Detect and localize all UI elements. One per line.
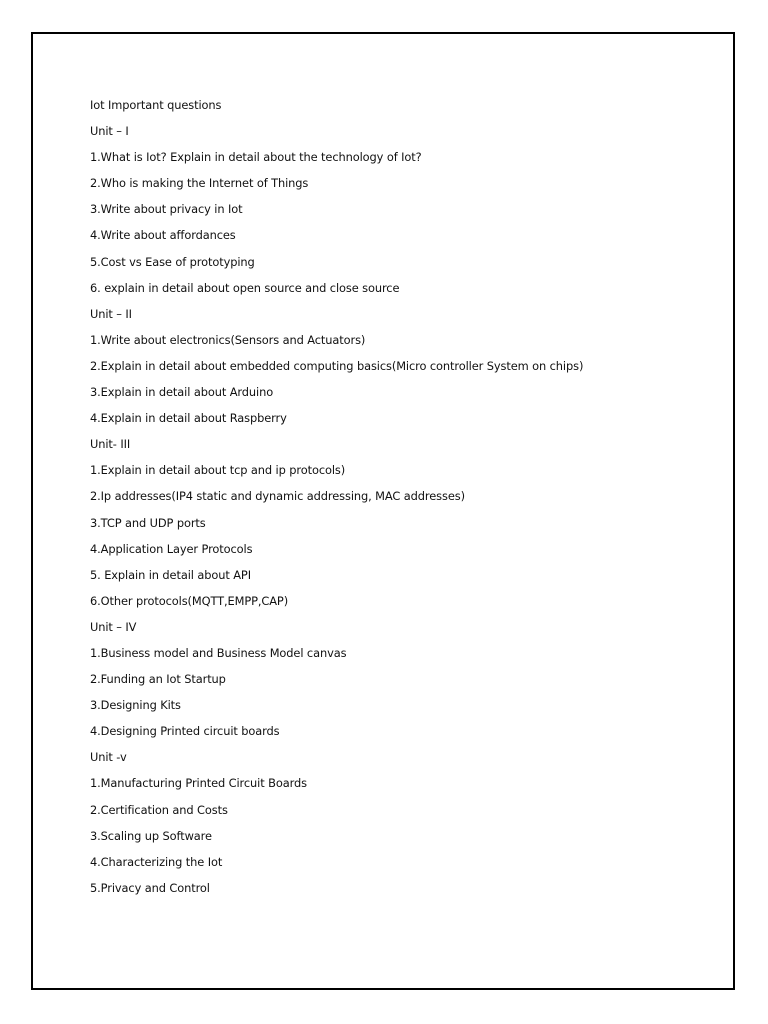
unit-heading: Unit – IV — [90, 619, 137, 634]
document-body — [90, 92, 730, 901]
question-item: 3.Explain in detail about Arduino — [90, 385, 274, 400]
question-item: 1.What is Iot? Explain in detail about the technology of Iot? — [90, 150, 422, 165]
unit-heading: Unit – I — [90, 124, 129, 139]
question-item: 4.Characterizing the Iot — [90, 854, 223, 869]
question-item: 4.Explain in detail about Raspberry — [90, 411, 287, 426]
question-item: 2.Who is making the Internet of Things — [90, 176, 309, 191]
question-item: 1.Business model and Business Model canvas — [90, 645, 347, 660]
question-item: 4.Write about affordances — [90, 228, 236, 243]
question-item: 6.Other protocols(MQTT,EMPP,CAP) — [90, 593, 289, 608]
question-item: 1.Write about electronics(Sensors and Actuators) — [90, 332, 366, 347]
unit-heading: Unit- III — [90, 437, 131, 452]
question-item: 5. Explain in detail about API — [90, 567, 251, 582]
question-item: 1.Manufacturing Printed Circuit Boards — [90, 776, 307, 791]
question-item: 5.Privacy and Control — [90, 880, 210, 895]
question-item: 2.Ip addresses(IP4 static and dynamic addressing, MAC addresses) — [90, 489, 465, 504]
question-item: 1.Explain in detail about tcp and ip protocols) — [90, 463, 346, 478]
document-title: Iot Important questions — [90, 98, 222, 112]
question-item: 4.Designing Printed circuit boards — [90, 724, 280, 739]
question-item: 3.Scaling up Software — [90, 828, 212, 843]
question-item: 5.Cost vs Ease of prototyping — [90, 254, 255, 269]
unit-heading: Unit -v — [90, 750, 127, 765]
question-item: 6. explain in detail about open source and close source — [90, 280, 400, 295]
question-item: 3.Write about privacy in Iot — [90, 202, 243, 217]
question-item: 4.Application Layer Protocols — [90, 541, 253, 556]
question-item: 3.Designing Kits — [90, 698, 181, 713]
question-item: 2.Funding an Iot Startup — [90, 672, 226, 687]
unit-heading: Unit – II — [90, 306, 132, 321]
question-item: 2.Explain in detail about embedded computing basics(Micro controller System on chips) — [90, 358, 584, 373]
question-item: 2.Certification and Costs — [90, 802, 228, 817]
question-item: 3.TCP and UDP ports — [90, 515, 206, 530]
